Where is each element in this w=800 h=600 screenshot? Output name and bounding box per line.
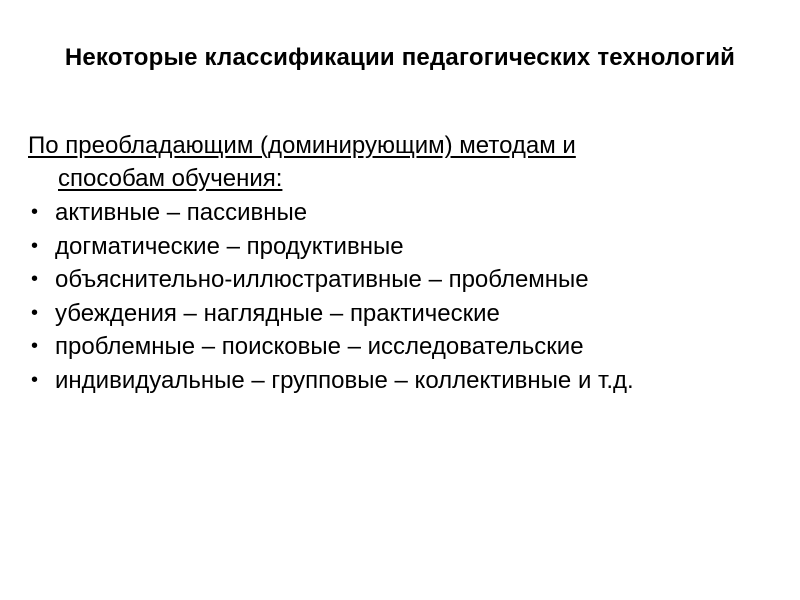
list-item [28, 297, 768, 331]
slide-content [28, 129, 768, 398]
bullet-list [28, 196, 768, 398]
list-item [28, 230, 768, 264]
list-item-text: догматические – продуктивные [55, 232, 404, 260]
slide-title: Некоторые классификации педагогических технологий [64, 44, 736, 71]
list-item [28, 263, 768, 297]
bullet-icon: • [31, 301, 39, 324]
list-item-text: убеждения – наглядные – практические [55, 299, 500, 327]
list-item-text: объяснительно-иллюстративные – проблемные [55, 266, 589, 294]
list-item-text: проблемные – поисковые – исследовательские [55, 333, 584, 361]
list-item [28, 364, 768, 398]
bullet-icon: • [31, 201, 39, 223]
classification-heading-line-1: По преобладающим (доминирующим) методам и [28, 132, 576, 159]
bullet-icon: • [31, 368, 39, 391]
list-item [28, 330, 768, 364]
list-item [28, 196, 768, 230]
list-item-text: индивидуальные – групповые – коллективные и т.д. [55, 366, 634, 394]
list-item-text: активные – пассивные [55, 199, 308, 226]
bullet-icon: • [31, 335, 39, 358]
bullet-icon: • [31, 234, 39, 257]
classification-heading-line-2: способам обучения: [58, 165, 283, 192]
classification-heading [28, 129, 768, 195]
bullet-icon: • [31, 268, 39, 291]
